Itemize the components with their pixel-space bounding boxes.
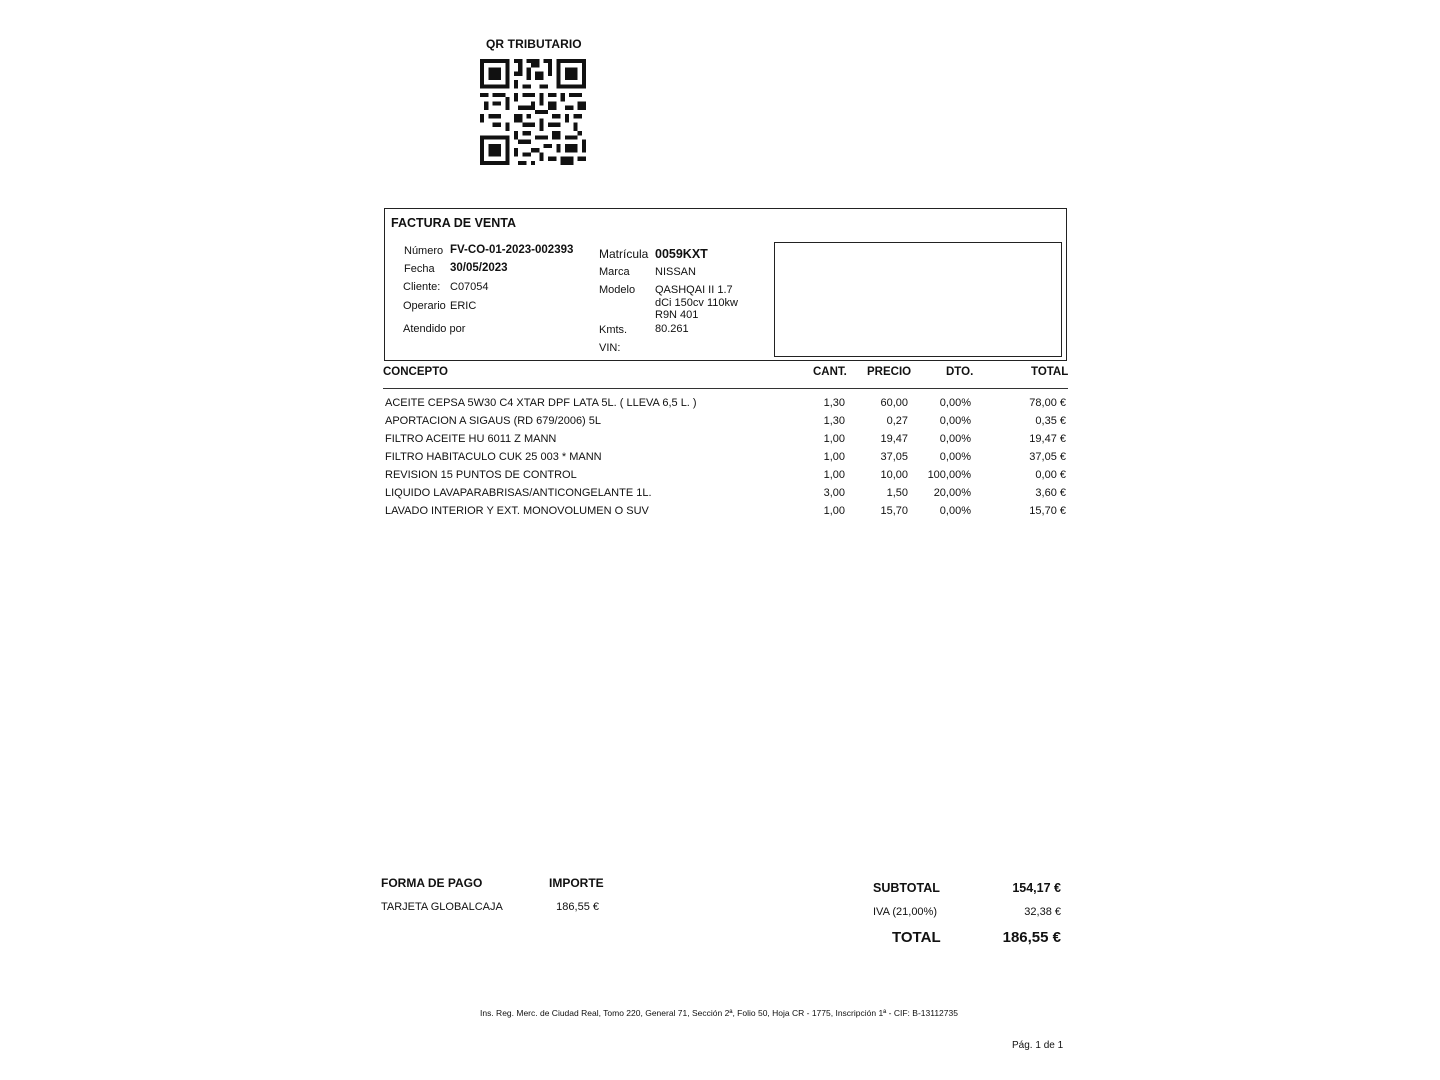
- cliente-label: Cliente:: [403, 281, 441, 293]
- kmts-label: Kmts.: [599, 324, 628, 336]
- col-header-cant: CANT.: [813, 366, 847, 378]
- row-dto: 0,00%: [939, 433, 971, 445]
- col-header-total: TOTAL: [1031, 366, 1069, 378]
- row-cant: 1,00: [823, 451, 845, 463]
- row-dto: 100,00%: [927, 469, 971, 481]
- row-cant: 1,30: [823, 397, 845, 409]
- payment-method: TARJETA GLOBALCAJA: [381, 901, 503, 913]
- atendido-label: Atendido por: [403, 323, 466, 335]
- row-dto: 0,00%: [939, 397, 971, 409]
- vin-label: VIN:: [599, 342, 621, 354]
- importe-label: IMPORTE: [549, 876, 604, 890]
- row-total: 37,05 €: [1029, 451, 1066, 463]
- row-total: 19,47 €: [1029, 433, 1066, 445]
- row-precio: 1,50: [886, 487, 908, 499]
- kmts-value: 80.261: [655, 323, 689, 335]
- col-header-precio: PRECIO: [867, 366, 912, 378]
- marca-label: Marca: [599, 266, 630, 278]
- payment-amount: 186,55 €: [556, 901, 599, 913]
- row-dto: 0,00%: [939, 505, 971, 517]
- row-dto: 0,00%: [939, 451, 971, 463]
- marca-value: NISSAN: [655, 266, 696, 278]
- row-cant: 1,00: [823, 505, 845, 517]
- page-number: Pág. 1 de 1: [1012, 1040, 1064, 1051]
- fecha-value: 30/05/2023: [450, 262, 508, 274]
- subtotal-value: 154,17 €: [1012, 881, 1061, 895]
- total-label: TOTAL: [892, 929, 941, 946]
- numero-value: FV-CO-01-2023-002393: [450, 244, 574, 256]
- qr-title: QR TRIBUTARIO: [486, 37, 582, 51]
- col-header-dto: DTO.: [946, 366, 974, 378]
- row-concepto: APORTACION A SIGAUS (RD 679/2006) 5L: [385, 415, 602, 427]
- row-precio: 0,27: [886, 415, 908, 427]
- row-concepto: LAVADO INTERIOR Y EXT. MONOVOLUMEN O SUV: [385, 505, 649, 517]
- row-dto: 20,00%: [933, 487, 971, 499]
- forma-pago-label: FORMA DE PAGO: [381, 876, 483, 890]
- row-concepto: FILTRO HABITACULO CUK 25 003 * MANN: [385, 451, 602, 463]
- row-precio: 19,47: [880, 433, 908, 445]
- row-total: 0,35 €: [1035, 415, 1066, 427]
- iva-label: IVA (21,00%): [873, 906, 937, 918]
- row-cant: 1,00: [823, 433, 845, 445]
- row-concepto: LIQUIDO LAVAPARABRISAS/ANTICONGELANTE 1L.: [385, 487, 652, 499]
- numero-label: Número: [404, 245, 444, 257]
- iva-value: 32,38 €: [1024, 906, 1061, 918]
- subtotal-label: SUBTOTAL: [873, 881, 940, 895]
- row-precio: 37,05: [880, 451, 908, 463]
- row-concepto: FILTRO ACEITE HU 6011 Z MANN: [385, 433, 557, 445]
- row-precio: 60,00: [880, 397, 908, 409]
- row-cant: 1,30: [823, 415, 845, 427]
- col-header-concepto: CONCEPTO: [383, 366, 448, 378]
- row-dto: 0,00%: [939, 415, 971, 427]
- fecha-label: Fecha: [404, 263, 435, 275]
- row-total: 3,60 €: [1035, 487, 1066, 499]
- cliente-value: C07054: [450, 281, 489, 293]
- total-value: 186,55 €: [1002, 929, 1061, 946]
- invoice-title: FACTURA DE VENTA: [391, 216, 516, 230]
- row-cant: 3,00: [823, 487, 845, 499]
- modelo-line3: R9N 401: [655, 309, 699, 321]
- row-precio: 15,70: [880, 505, 908, 517]
- customer-address-box: [774, 242, 1062, 357]
- row-cant: 1,00: [823, 469, 845, 481]
- legal-footer: Ins. Reg. Merc. de Ciudad Real, Tomo 220, General 71, Sección 2ª, Folio 50, Hoja CR - 1775, Inscripción 1ª - CIF: B-13112735: [480, 1008, 958, 1018]
- operario-label: Operario: [403, 300, 446, 312]
- modelo-label: Modelo: [599, 284, 636, 296]
- modelo-line1: QASHQAI II 1.7: [655, 284, 733, 296]
- row-total: 78,00 €: [1029, 397, 1066, 409]
- row-precio: 10,00: [880, 469, 908, 481]
- operario-value: ERIC: [450, 300, 477, 312]
- qr-code-icon: [480, 59, 586, 165]
- row-total: 15,70 €: [1029, 505, 1066, 517]
- modelo-line2: dCi 150cv 110kw: [655, 297, 738, 309]
- header-divider: [383, 388, 1068, 389]
- row-concepto: ACEITE CEPSA 5W30 C4 XTAR DPF LATA 5L. ( LLEVA 6,5 L. ): [385, 397, 697, 409]
- row-concepto: REVISION 15 PUNTOS DE CONTROL: [385, 469, 577, 481]
- matricula-value: 0059KXT: [655, 247, 708, 261]
- matricula-label: Matrícula: [599, 247, 649, 261]
- row-total: 0,00 €: [1035, 469, 1066, 481]
